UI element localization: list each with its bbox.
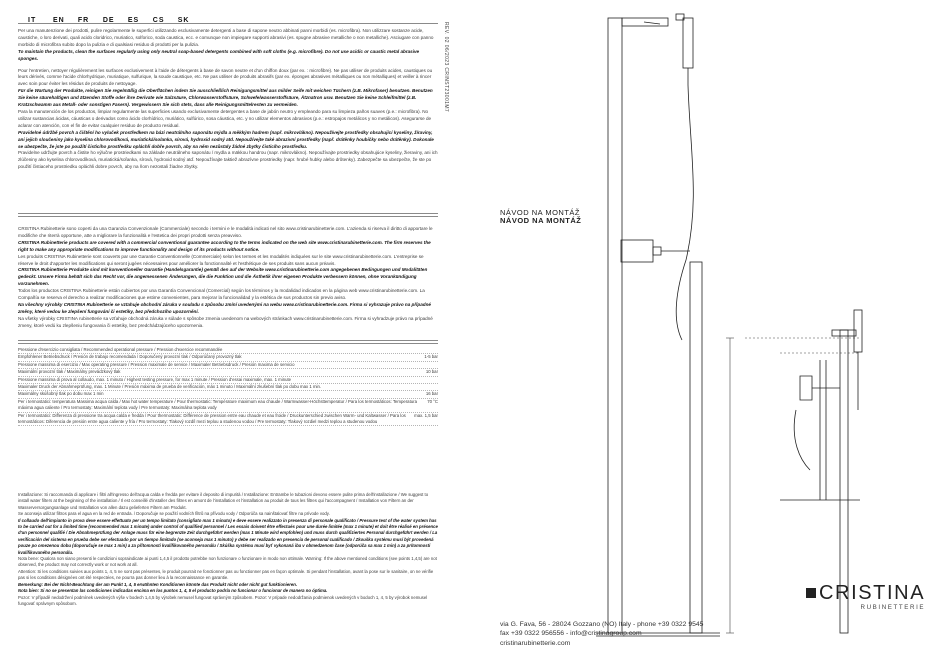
lang-cs: CS [152, 17, 165, 24]
maintenance-en: To maintain the products, clean the surfaces regularly using only neutral soap-based detergents combined with soft cloths (e.g. microfibre). Do not use acidic or caustic metal abrasive sponges. [18, 48, 420, 61]
warranty-de: CRISTINA Rubinetterie Produkte sind mit konventioneller Garantie (Handelsgarantie) gemäß den auf der Website www.cristinarubinetterie.com angegebenen Bedingungen und Modalitäten gedeckt. Unsere Firma behält sich das Recht vor, die angemessenen Änderungen, die die Funktion und die Ästhetik ihrer eigenen Produkte verbessern können, ohne Vorankündigung vorzunehmen. [18, 267, 428, 287]
brand-logo [806, 582, 925, 611]
warranty-es: Todos los productos CRISTINA Rubinetterie están cubiertos por una Garantía Convencional (Comercial) según los términos y la modalidad indicados en la página web www.cristinarubinetterie.com. La Compañía se reserva el derecho a realizar modificaciones que estime convenientes, para mejorar la funcionalidad y la estética de sus productos sin previo aviso. [18, 288, 425, 301]
install-note: Nota bien: Si no se presentan las condiciones indicadas encima en los puntos 1, 4, 5 el producto podría no funcionar o funcionar de manera no óptima. [18, 588, 328, 594]
install-note: Il collaudo dell'impianto in prova deve essere effettuato per un tempo limitato (consigliato max 1 minuto) e deve essere realizzato in presenza di personale qualificato / Pressure test of the water system has to be carried out for a limited time (recommended max 1 minute) under control of qualified personnel / Les essais doivent être effectués pour une durée limitée (max 1 minute) et doit être réalisé en présence d'un personnel qualifié / Die Abnahmeprüfung der Anlage muss für eine begrenzte Zeit durchgeführt werden (max 1 Minute wird empfohlen) und muss durch qualifiziertes Personal durchgeführt werden / La verificación del sistema en prueba debe ser efectuado por un tiempo limitado (se aconseja max 1 minuto) y debe ser realizado en presencia de personal cualificado / Zkouška systému musí být provedená pouze po omezenou dobu (doporučuje se max 1 min) a za přítomnosti kvalifikovaného personálu / Skúška systému musí byť vykonaná iba v obmedzenom čase (odporúča sa max 1 min) a za prítomnosti kvalifikovaného personálu. [18, 517, 438, 555]
logo-square-icon [806, 588, 816, 598]
install-note: Bemerkung: Bei der Nicht-Beachtung der am Punkt 1, 4, 5 erwähnten Konditionen könnte das Produkt nicht oder nicht gut funktionieren. [18, 581, 298, 587]
spec-row: Maximaler Druck der Abnahmeprüfung, max. 1 Minute / Presión máxima de prueba de verificación, máx 1 minuto / Maximální zkušební tlak po dobu max 1 min. [18, 384, 438, 391]
maintenance-de: Für die Wartung der Produkte, reinigen Sie regelmäßig die Oberflächen indem Sie ausschließlich Reinigungsmittel aus milder Seife mit weichen Tüchern (z.B. Mikrofaser) benutzen. Benutzen Sie keine säurehaltigen und ätzenden Stoffe oder ihre Derivate wie Salzsäure, Chlorwasserstoffsäure, Schwefelwasserstoffsäure, Ätznatron usw. Benutzen Sie keine Schleifmittel (z.B. Kratzschwamm aus Metall- oder sonstigen Fasern). Vergewissern Sie sich stets, dass alle Reinigungsmittelresten zu vermeiden. [18, 88, 433, 108]
mixer-body [621, 240, 653, 262]
spec-row: Per i termostatici: temperatura Massima acqua calda / Max hot water temperature / Pour thermostatic: Température maximum eau chaude / Warmwasser-Höchsttemperatur / Para los termostáticos: Temperatura máxima agua caliente / Pro termostaty: Maximální teplota vody / Pre termostaty: Maximálna teplota vody 70 °C [18, 399, 438, 413]
maintenance-cs: Pravidelné údržbě povrch a čištění ho vyluček prostředkem na bázi neutrálního saponátu mýdla a měkkým hadrem (např. mikrovlákno). Nepoužívejte prostředky obsahující kyseliny, žíraviny, ani jejich sloučeniny jako kyselina chlorovodíková, muriatická/solanka, sírová, hydroxid sodný atd. Nepoužívejte také abrazivní prostředky (např. drátěnky houbičky nebo drátěnky). Dokonale se ubezpečte, že jste po použití čisticího prostředku opláchli dobře povrch, aby na něm nezůstaly žádné zbytky čisticího prostředku. [18, 129, 434, 149]
lang-de: DE [102, 17, 115, 24]
spec-row: Empfohlener Betriebsdruck / Presión de trabajo recomendada / Doporučený provozní tlak / Odporúčaný provozný tlak 1-5 bar [18, 354, 438, 361]
install-note: Pozor: V případě nedodržení podmínek uvedených výše v bodech 1,4,5 by výrobek nemusel fungovat správným způsobem. Pozor: V prípade nedodržania podmienok uvedených v bodoch 1, 4, 5 by výrobok nemusel fungovať správnym spôsobom. [18, 594, 428, 606]
contact-fax: fax +39 0322 956556 - info@cristinagroup.com [500, 630, 642, 638]
spec-row: Pressione d'esercizio consigliata / Recommended operational pressure / Pression d'exercice recommandée [18, 347, 438, 354]
title-cs: NÁVOD NA MONTÁŽ [500, 208, 581, 217]
warranty-fr: Les produits CRISTINA Rubinetterie sont couverts par une Garantie Conventionnelle (Commerciale) selon les termes et les modalités indiquées sur le site www.cristinarubinetterie.com. L'entreprise se réserve le droit d'apporter les modifications qui seront jugées nécessaires pour améliorer la fonctionnalité et l'esthétique de ses produits sans aucun préavis. [18, 253, 424, 266]
warranty-cs: Na všechny výrobky CRISTINA Rubinetterie se vztahuje obchodní záruka v souladu s způsobu zmíní uvedenými na webu www.cristinarubinetterie.com. Firma si vyhrazuje právo na případné změny, které vedou ke zlepšení fungování či estetiky, bez předchozího upozornění. [18, 301, 431, 314]
warranty-sk: Na všetky výrobky CRISTINA rubinetterie sa vzťahuje obchodná záruka v súlade s spôsobe zmenia uvedenom na webových stránkach www.cristinarubinetterie.com. Firma si vyhradzuje právo na prípadné zmeny, ktoré vedú ku zlepšeniu fungovania či estetiky, bez predchádzajúceho upozornenia. [18, 315, 433, 328]
brand-sub: RUBINETTERIE [860, 604, 926, 611]
maintenance-es: Para la manutención de los productos, limpiar regularmente las superficies usando exclusivamente detergentes a base de jabón neutro y empleando para su limpieza paños suaves (p.e.: microfibra). No utilizar sustancias ácidas, cáusticas o derivados como ácido clorhídrico, muriático, sulfúrico, sosa cáustica, etc. y no utilizar elementos abrasivos (p.e.: estropajos metálicos y no metálicos). Asegurarse de aclarar con atención, con el fin de evitar cualquier residuo de producto residual. [18, 108, 432, 128]
profile-handshower [854, 310, 862, 352]
maintenance-sk: Pravidelne udržujte povrch a čistite ho výlučne prostriedkami na základe neutrálneho saponátu / mydla a mäkkou handrou (napr. mikrovlákno). Nepoužívajte prostriedky obsahujúce kyseliny, žieraviny, ani ich zlúčeniny ako kyselina chlorovodíková, muriatická/soľanka, sírová, hydroxid sodný atď. Nepoužívajte taktiež abrazívne prostriedky (napr. hrubé hubky alebo drôtenky). Zabezpečte sa ubezpečte, že ste po použití čistiaceho prostriedku opláchli dobre povrch, aby na ňom nezostali žiadne zbytky. [18, 150, 438, 170]
install-note: Installazione: Si raccomanda di applicare i filtri all'ingresso dell'acqua calda e fredda per evitare il deposito di impurità / Installazione: Entrambe le tubazioni devono essere pulite prima dell'installazione / We suggest to install water filters at the beginning of the installation / Il est conseillé d'installer des filtres en amont de l'installation et l'installation au produit de tous les filtres qui l'accompagnent / Installation von Filtern an der Wasserversorgungsanlage und Installation von allen dazu gelieferten Filtern am Produkt. [18, 492, 429, 510]
install-note: Nota bene: Qualora non siano presenti le condizioni sopraindicate ai punti 1,4,5 il prodotto potrebbe non funzionare o funzionare in modo non ottimale. Warning: If the above mentioned conditions (see points 1,4,5) are not observed, the product may not correctly work or not work at all. [18, 556, 437, 568]
contact-web[interactable]: cristinarubinetterie.com [500, 639, 571, 647]
lang-sk: SK [177, 17, 190, 24]
spec-row: Per i termostatici: Differenza di pressione tra acqua calda e fredda / Pour thermostatic: Différence de pression entre eau chaude et eau froide / Druckunterschied zwischen Warm- und Kaltwasser / Para los termostáticos: Diferencia de presión entre agua caliente y fría / Pro termostaty: Tlakový rozdíl mezi teplou a studenou vodou / Pre termostaty: Tlakový rozdiel medzi teplou a studenou vodou max. 1,5 bar [18, 413, 438, 427]
lang-en: EN [52, 17, 65, 24]
handshower [683, 18, 693, 68]
brand-name: CRISTINA [819, 582, 926, 604]
spec-row: Pressione massima di prova al collaudo, max. 1 minuto / Highest testing pressure, for max 1 minute / Pression d'essai maximale, max. 1 minute [18, 377, 438, 384]
lang-fr: FR [77, 17, 90, 24]
spec-row: Maximálny skúšobný tlak po dobu max 1 min 16 bar [18, 391, 438, 398]
contact-address: via G. Fava, 56 - 28024 Gozzano (NO) Italy - phone +39 0322 9545 [500, 621, 704, 628]
warranty-it: CRISTINA Rubinetterie sono coperti da una Garanzia Convenzionale (Commerciale) secondo i termini e le modalità indicati nel sito www.cristinarubinetterie.com. L'azienda si riserva il diritto di apportare le modifiche che riterrà opportune, atte a migliorare la funzionalità e l'estetica dei propri prodotti senza preavviso. [18, 226, 433, 238]
maintenance-fr: Pour l'entretien, nettoyer régulièrement les surfaces exclusivement à l'aide de détergents à base de savon neutre et d'un chiffon doux (par ex. : microfibre). Ne pas utiliser de produits acides, caustiques ou leurs dérivés, comme l'acide chlorhydrique, muriatique, sulfurique, la soude caustique, etc. Ne pas utiliser de produits abrasifs (par ex. éponges abrasives métalliques ou non métalliques) et veiller à rincer avec soin pour éviter les résidus de produits de nettoyage. [18, 67, 433, 87]
install-note: Se aconseja utilizar filtros para el agua en la red de entrada. / Doporučuje se použití vodních filtrů na přívodu vody / Odporúča sa nainštalovať filtre na prívode vody. [18, 511, 330, 517]
contact-block [500, 620, 703, 648]
spec-row: Maximální provozní tlak / Maximálny prevádzkový tlak 10 bar [18, 369, 438, 376]
revision-code: REV. 02 06/2023 CRINST23001M7 [443, 22, 449, 113]
lang-es: ES [127, 17, 140, 24]
hose [676, 85, 693, 340]
spout-column [608, 18, 622, 633]
maintenance-it: Per una manutenzione dei prodotti, pulire regolarmente le superfici utilizzando esclusivamente detergenti a base di sapone neutro abbinati panni morbidi (es. microfibra). Non utilizzare sostanze acide, caustiche, o loro derivati, quali acido cloridrico, muriatico, solforico, soda caustica, ecc. e comunque non impiegare supporti abrasivi (es. spugne abrasive metalliche o non metalliche). Asciugare con panno morbido di microfibra subito dopo la pulizia e di qualsiasi residuo di prodotti per la pulizia. [18, 28, 434, 47]
install-note: Attention: Si les conditions suivies aux points 1, 4, 5 ne sont pas présentes, le produit pourrait ne fonctionner pas ou fonctionner pas en façon optimale. Si pendant l'installation, avant la pose sur le sanitaire, on ne vérifie pas si les conditions désignées ont été respectées, ne pourra pas donner lieu à la reconnaissance en garantie. [18, 568, 434, 581]
spec-row: Pressione massima di esercizio / Max operating pressure / Pression maximale de service / Maximaler Betriebsdruck / Presión maxima de servicio [18, 362, 438, 369]
warranty-en: CRISTINA Rubinetterie products are covered with a commercial conventional guarantee according to the terms indicated on the web site www.cristinarubinetterie.com. The firm reserves the right to make any appropriate modifications to improve functionality and design of its products without notice. [18, 239, 431, 252]
lang-it: IT [28, 17, 37, 24]
title-sk: NÁVOD NA MONTÁŽ [500, 216, 582, 225]
